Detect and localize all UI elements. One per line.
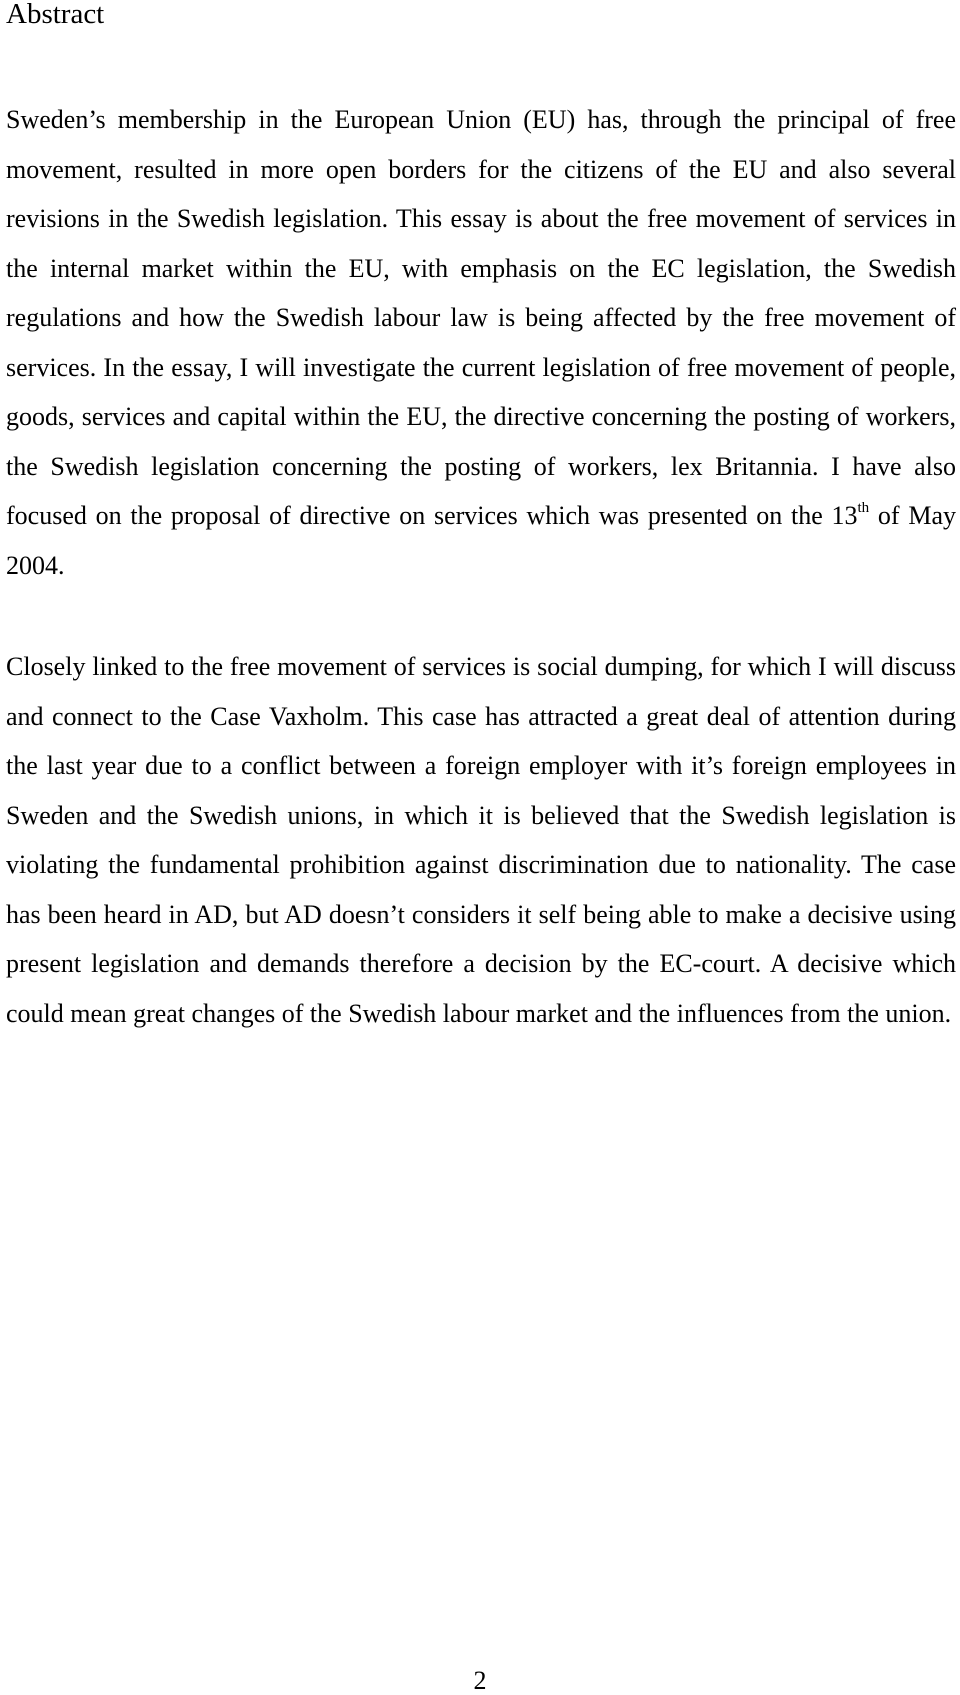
section-heading: Abstract xyxy=(6,0,105,30)
paragraph-1-text: Sweden’s membership in the European Union (EU) has, through the principal of free movement, resulted in more open borders for the citizens of the EU and also several revisions in the Swedish legislation. This essay is about the free movement of services in the internal market within the EU, with emphasis on the EC legislation, the Swedish regulations and how the Swedish labour law is being affected by the free movement of services. In the essay, I will investigate the current legislation of free movement of people, goods, services and capital within the EU, the directive concerning the posting of workers, the Swedish legislation concerning the posting of workers, lex Britannia. I have also focused on the proposal of directive on services which was presented on the 13 xyxy=(6,105,956,530)
paragraph-1-ending: of May 2004. xyxy=(6,501,956,580)
abstract-paragraph-2: Closely linked to the free movement of services is social dumping, for which I will discuss and connect to the Case Vaxholm. This case has attracted a great deal of attention during the last year due to a conflict between a foreign employer with it’s foreign employees in Sweden and the Swedish unions, in which it is believed that the Swedish legislation is violating the fundamental prohibition against discrimination due to nationality. The case has been heard in AD, but AD doesn’t considers it self being able to make a decisive using present legislation and demands therefore a decision by the EC-court. A decisive which could mean great changes of the Swedish labour market and the influences from the union. xyxy=(6,652,956,1028)
ordinal-suffix: th xyxy=(857,500,870,517)
page-number: 2 xyxy=(473,1666,487,1695)
abstract-paragraph-1 xyxy=(6,95,956,590)
